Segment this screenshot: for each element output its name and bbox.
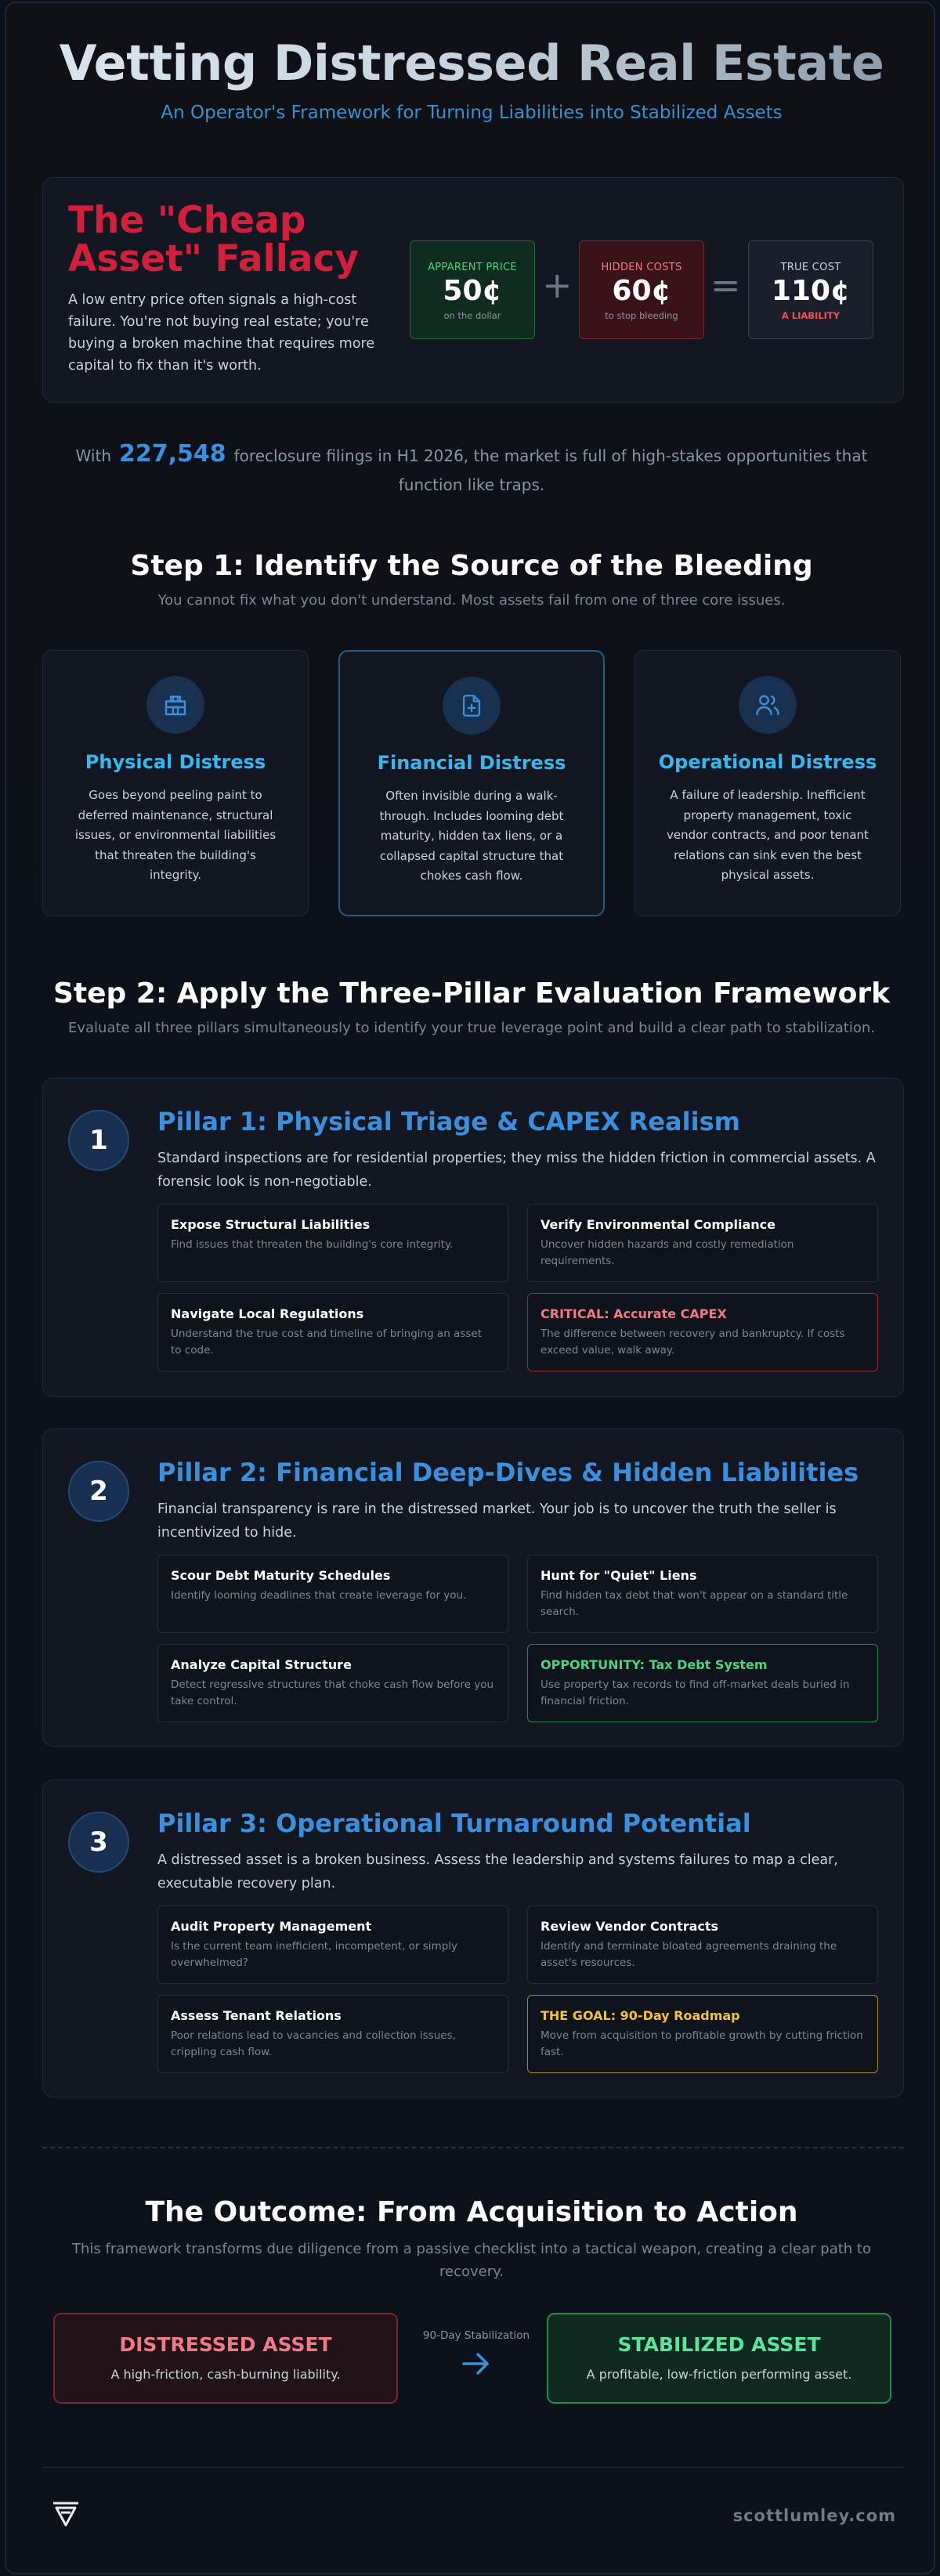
website-link[interactable]: scottlumley.com (732, 2506, 896, 2525)
pillar-3-goal-tile (527, 1995, 878, 2073)
step1-title: Step 1: Identify the Source of the Bleeding (130, 550, 813, 582)
pillar-3-tile-3 (157, 1995, 508, 2073)
section-divider (42, 2147, 904, 2148)
pillar-1-number: 1 (68, 1110, 129, 1171)
users-icon (739, 676, 797, 734)
pillar-2-title: Pillar 2: Financial Deep-Dives & Hidden Liabilities (157, 1458, 859, 1487)
tile-title: Scour Debt Maturity Schedules (171, 1568, 391, 1583)
tile-title: Verify Environmental Compliance (540, 1217, 776, 1232)
stabilization-label: 90-Day Stabilization (422, 2329, 530, 2342)
pillar-2-opportunity-tile (527, 1644, 878, 1722)
hidden-costs-box (579, 240, 704, 339)
apparent-price-label: APPARENT PRICE (428, 262, 517, 273)
tile-title: Audit Property Management (171, 1919, 372, 1934)
apparent-price-value: 50¢ (443, 275, 502, 307)
tile-title: Expose Structural Liabilities (171, 1217, 371, 1232)
tile-desc: Identify and terminate bloated agreements draining the asset's resources. (540, 1940, 837, 1969)
tile-title: CRITICAL: Accurate CAPEX (540, 1306, 727, 1321)
true-cost-box (748, 240, 873, 339)
apparent-price-sub: on the dollar (443, 310, 501, 321)
step2-subtitle: Evaluate all three pillars simultaneously to identify your true leverage point and build a clear path to stabilization. (67, 1020, 876, 1036)
tile-title: THE GOAL: 90-Day Roadmap (540, 2008, 740, 2023)
brand-logo-icon (50, 2498, 81, 2533)
tile-title: Analyze Capital Structure (171, 1657, 352, 1672)
fallacy-card (42, 177, 904, 403)
pillar-3-number: 3 (68, 1812, 129, 1873)
pillar-3-title: Pillar 3: Operational Turnaround Potential (157, 1808, 751, 1838)
tile-desc: Understand the true cost and timeline of bringing an asset to code. (171, 1328, 482, 1357)
stabilized-asset-box (547, 2313, 891, 2404)
pillar-1-tile-1 (157, 1204, 508, 1282)
step1-subtitle: You cannot fix what you don't understand. Most assets fail from one of three core issues. (157, 592, 786, 609)
pillar-1-text: Standard inspections are for residential properties; they miss the hidden friction in commercial assets. A forensic look is non-negotiable. (157, 1151, 876, 1190)
stat-suffix: foreclosure filings in H1 2026, the market is full of high-stakes opportunities that function like traps. (233, 446, 868, 494)
physical-distress-card (42, 650, 309, 916)
tile-desc: Poor relations lead to vacancies and collection issues, crippling cash flow. (171, 2029, 456, 2058)
fallacy-title: The "Cheap Asset" Fallacy (68, 199, 360, 281)
arrow-right-icon (459, 2350, 494, 2381)
tile-desc: Find hidden tax debt that won't appear on a standard title search. (540, 1589, 848, 1618)
tile-title: Assess Tenant Relations (171, 2008, 342, 2023)
physical-distress-text: Goes beyond peeling paint to deferred maintenance, structural issues, or environmental liabilities that threaten the building's integrity. (74, 788, 277, 882)
distressed-asset-box (53, 2313, 398, 2404)
tile-desc: Use property tax records to find off-market deals buried in financial friction. (540, 1678, 850, 1707)
foreclosure-stat (69, 436, 874, 497)
operational-distress-text: A failure of leadership. Inefficient property management, toxic vendor contracts, and poor tenant relations can sink even the best physical assets. (667, 788, 869, 882)
stat-number: 227,548 (119, 440, 226, 468)
pillar-2-tile-3 (157, 1644, 508, 1722)
tile-title: Review Vendor Contracts (540, 1919, 719, 1934)
tile-desc: The difference between recovery and bankruptcy. If costs exceed value, walk away. (540, 1328, 845, 1357)
building-icon (146, 676, 204, 734)
pillar-3-card (42, 1779, 904, 2097)
pillar-2-text: Financial transparency is rare in the distressed market. Your job is to uncover the truth the seller is incentivized to hide. (157, 1501, 837, 1541)
tile-desc: Is the current team inefficient, incompetent, or simply overwhelmed? (171, 1940, 458, 1969)
hidden-costs-value: 60¢ (612, 275, 671, 307)
financial-distress-card (338, 650, 605, 916)
stat-prefix: With (75, 446, 111, 465)
operational-distress-title: Operational Distress (658, 751, 877, 773)
tile-desc: Identify looming deadlines that create leverage for you. (171, 1589, 467, 1602)
tile-desc: Find issues that threaten the building's core integrity. (171, 1238, 454, 1251)
stabilized-asset-title: STABILIZED ASSET (617, 2333, 821, 2356)
pillar-2-tile-2 (527, 1555, 878, 1633)
tile-desc: Detect regressive structures that choke cash flow before you take control. (171, 1678, 494, 1707)
apparent-price-box (410, 240, 535, 339)
pillar-3-tile-1 (157, 1906, 508, 1984)
hidden-costs-label: HIDDEN COSTS (601, 262, 682, 273)
document-plus-icon (443, 677, 501, 735)
pillar-1-tile-2 (527, 1204, 878, 1282)
tile-title: Hunt for "Quiet" Liens (540, 1568, 697, 1583)
tile-desc: Uncover hidden hazards and costly remediation requirements. (540, 1238, 794, 1267)
tile-title: OPPORTUNITY: Tax Debt System (540, 1657, 768, 1672)
pillar-1-title: Pillar 1: Physical Triage & CAPEX Realism (157, 1107, 740, 1136)
physical-distress-title: Physical Distress (85, 751, 266, 773)
hidden-costs-sub: to stop bleeding (605, 310, 678, 321)
equals-sign: = (710, 264, 741, 306)
pillar-3-text: A distressed asset is a broken business. Assess the leadership and systems failures to map a clear, executable recovery plan. (157, 1852, 838, 1891)
pillar-2-card (42, 1429, 904, 1747)
outcome-title: The Outcome: From Acquisition to Action (145, 2196, 798, 2228)
pillar-2-tile-1 (157, 1555, 508, 1633)
financial-distress-title: Financial Distress (377, 752, 566, 774)
step2-title: Step 2: Apply the Three-Pillar Evaluation Framework (52, 977, 891, 1010)
plus-sign: + (542, 264, 573, 306)
pillar-1-card (42, 1078, 904, 1397)
page-subtitle: An Operator's Framework for Turning Liabilities into Stabilized Assets (161, 103, 783, 123)
true-cost-value: 110¢ (771, 275, 851, 307)
financial-distress-text: Often invisible during a walk-through. Includes looming debt maturity, hidden tax liens, or a collapsed capital structure that chokes cash flow. (379, 789, 564, 883)
fallacy-text: A low entry price often signals a high-cost failure. You're not buying real estate; you're buying a broken machine that requires more capital to fix than it's worth. (68, 292, 375, 374)
infographic (5, 2, 935, 2574)
tile-title: Navigate Local Regulations (171, 1306, 364, 1321)
pillar-2-number: 2 (68, 1461, 129, 1522)
pillar-3-tile-2 (527, 1906, 878, 1984)
stabilized-asset-desc: A profitable, low-friction performing asset. (586, 2367, 852, 2382)
pillar-1-critical-tile (527, 1293, 878, 1371)
tile-desc: Move from acquisition to profitable growth by cutting friction fast. (540, 2029, 863, 2058)
true-cost-label: TRUE COST (780, 262, 841, 273)
footer-divider (42, 2467, 904, 2468)
distressed-asset-desc: A high-friction, cash-burning liability. (110, 2367, 341, 2382)
distressed-asset-title: DISTRESSED ASSET (119, 2333, 332, 2356)
true-cost-sub: A LIABILITY (781, 310, 841, 321)
pillar-1-tile-3 (157, 1293, 508, 1371)
outcome-subtitle: This framework transforms due diligence from a passive checklist into a tactical weapon, creating a clear path to recovery. (71, 2241, 871, 2280)
page-title: Vetting Distressed Real Estate (6, 34, 935, 92)
operational-distress-card (634, 650, 901, 916)
